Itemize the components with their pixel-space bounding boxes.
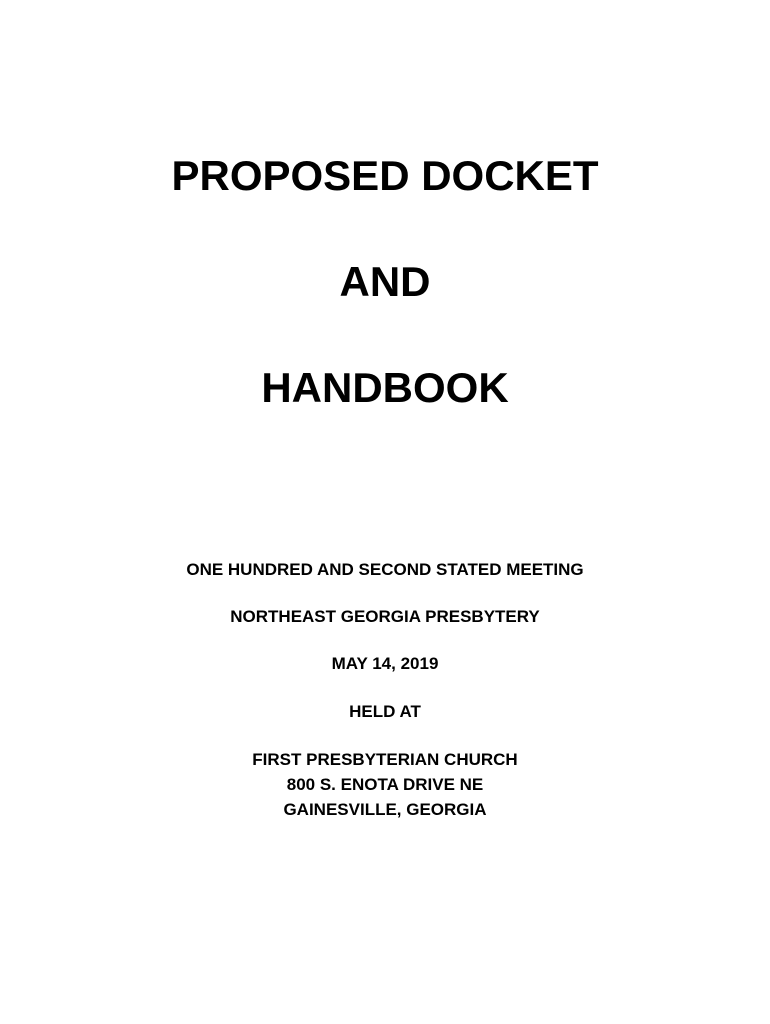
meeting-name: ONE HUNDRED AND SECOND STATED MEETING	[186, 560, 584, 579]
church-street: 800 S. ENOTA DRIVE NE	[286, 775, 484, 794]
church-city: GAINESVILLE, GEORGIA	[283, 800, 487, 819]
held-at-label: HELD AT	[349, 702, 421, 721]
title-line-1: PROPOSED DOCKET	[171, 152, 599, 199]
meeting-date: MAY 14, 2019	[331, 654, 439, 673]
title-line-3: HANDBOOK	[261, 364, 509, 411]
church-name: FIRST PRESBYTERIAN CHURCH	[252, 750, 518, 769]
presbytery-name: NORTHEAST GEORGIA PRESBYTERY	[230, 607, 540, 626]
title-line-2: AND	[339, 258, 431, 305]
